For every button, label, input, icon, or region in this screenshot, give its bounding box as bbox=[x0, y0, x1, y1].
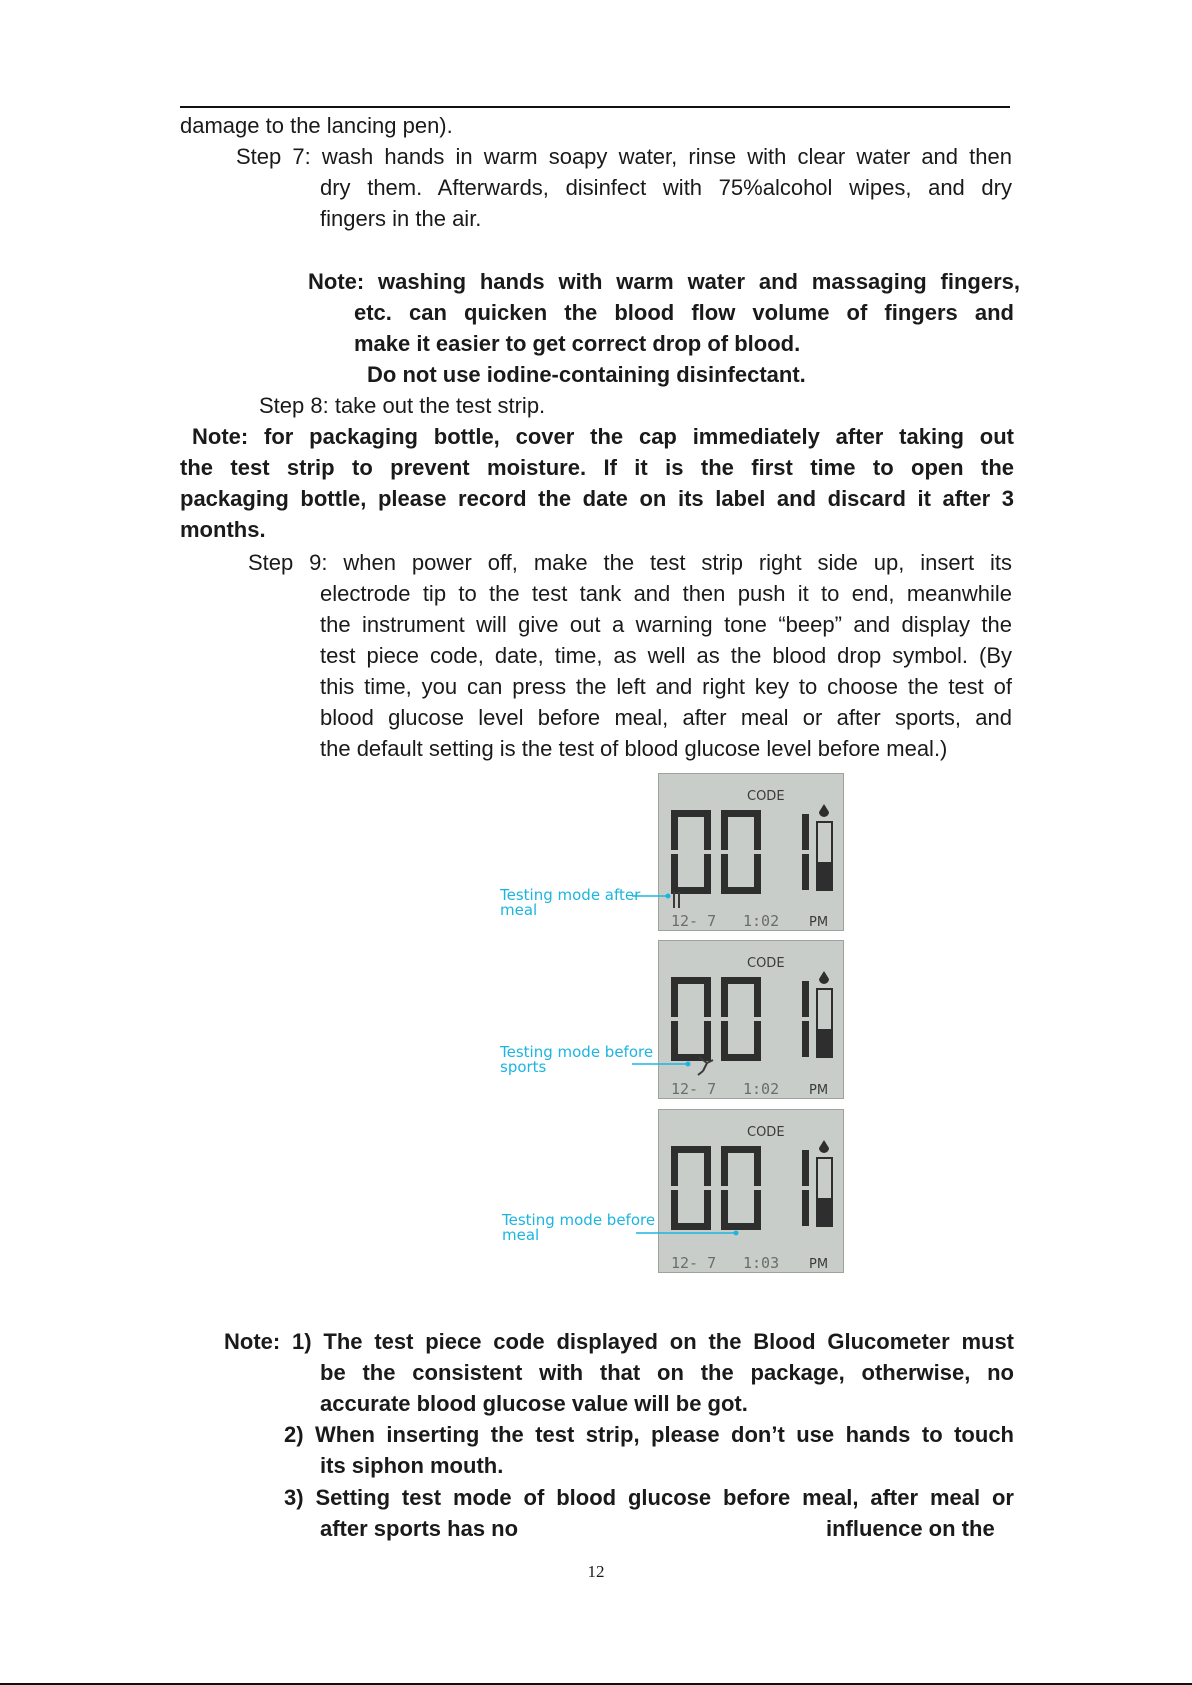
blood-drop-icon bbox=[819, 1140, 829, 1153]
lcd-date: 12- 7 bbox=[671, 1080, 717, 1098]
code-digits bbox=[671, 1146, 809, 1230]
lcd-time: 1:02 bbox=[743, 912, 780, 930]
step7-line1: Step 7: wash hands in warm soapy water, rinse with clear water and then bbox=[236, 144, 1012, 169]
note3-item1-line1: Note: 1) The test piece code displayed on the Blood Glucometer must bbox=[224, 1329, 1014, 1354]
step9-line2: electrode tip to the test tank and then push it to end, meanwhile bbox=[320, 581, 1012, 606]
note1-line1: Note: washing hands with warm water and massaging fingers, bbox=[308, 269, 1020, 294]
note1-line3: make it easier to get correct drop of blood. bbox=[354, 331, 801, 356]
fork-knife-icon bbox=[673, 892, 680, 908]
lcd-panel-after-meal bbox=[658, 773, 844, 931]
note2-line2: the test strip to prevent moisture. If it is the first time to open the bbox=[180, 455, 1014, 480]
note1-line2: etc. can quicken the blood flow volume of fingers and bbox=[354, 300, 1014, 325]
lcd-ampm: PM bbox=[809, 1083, 829, 1098]
code-digits bbox=[671, 810, 809, 894]
step9-line1: Step 9: when power off, make the test strip right side up, insert its bbox=[248, 550, 1012, 575]
step9-line7: the default setting is the test of blood glucose level before meal.) bbox=[320, 736, 948, 761]
callout-leader-3 bbox=[636, 1227, 740, 1239]
lcd-ampm: PM bbox=[809, 915, 829, 930]
note3-item2-line1: 2) When inserting the test strip, please don’t use hands to touch bbox=[284, 1422, 1014, 1447]
lcd-date: 12- 7 bbox=[671, 1254, 717, 1272]
lcd-ampm: PM bbox=[809, 1257, 829, 1272]
strip-icon bbox=[817, 1140, 832, 1226]
continued-line: damage to the lancing pen). bbox=[180, 113, 453, 138]
note2-line4: months. bbox=[180, 517, 266, 542]
lcd-display bbox=[659, 1110, 843, 1272]
callout-leader-2 bbox=[632, 1058, 692, 1070]
note3-item2-line2: its siphon mouth. bbox=[320, 1453, 504, 1478]
note3-item1-line3: accurate blood glucose value will be got. bbox=[320, 1391, 748, 1416]
lcd-display bbox=[659, 774, 843, 930]
note3-item3-line2b: influence on the bbox=[826, 1516, 995, 1541]
note2-line1: Note: for packaging bottle, cover the cap immediately after taking out bbox=[192, 424, 1014, 449]
lcd-time: 1:02 bbox=[743, 1080, 780, 1098]
note2-line3: packaging bottle, please record the date on its label and discard it after 3 bbox=[180, 486, 1014, 511]
lcd-date: 12- 7 bbox=[671, 912, 717, 930]
note3-item3-line1: 3) Setting test mode of blood glucose before meal, after meal or bbox=[284, 1485, 1014, 1510]
step9-line5: this time, you can press the left and right key to choose the test of bbox=[320, 674, 1012, 699]
lcd-display bbox=[659, 941, 843, 1098]
code-label: CODE bbox=[747, 1125, 785, 1140]
callout-leader-1 bbox=[632, 890, 672, 902]
page-number: 12 bbox=[587, 1562, 605, 1581]
callout-after-meal-line1: Testing mode after bbox=[500, 886, 641, 904]
code-digits bbox=[671, 977, 809, 1061]
callout-before-meal-line1: Testing mode before bbox=[502, 1211, 656, 1229]
note3-item1-line2: be the consistent with that on the package, otherwise, no bbox=[320, 1360, 1014, 1385]
strip-icon bbox=[817, 804, 832, 890]
callout-after-meal-line2: meal bbox=[500, 901, 538, 919]
lcd-panel-before-sports bbox=[658, 940, 844, 1099]
strip-icon bbox=[817, 971, 832, 1057]
step9-line4: test piece code, date, time, as well as the blood drop symbol. (By bbox=[320, 643, 1012, 668]
step8: Step 8: take out the test strip. bbox=[259, 393, 546, 418]
code-label: CODE bbox=[747, 789, 785, 804]
step9-line6: blood glucose level before meal, after meal or after sports, and bbox=[320, 705, 1012, 730]
note1-warning: Do not use iodine-containing disinfectant. bbox=[367, 362, 806, 387]
step7-line2: dry them. Afterwards, disinfect with 75%alcohol wipes, and dry bbox=[320, 175, 1012, 200]
callout-before-sports-line2: sports bbox=[500, 1058, 547, 1076]
callout-before-meal-line2: meal bbox=[502, 1226, 540, 1244]
code-label: CODE bbox=[747, 956, 785, 971]
blood-drop-icon bbox=[819, 971, 829, 984]
lcd-time: 1:03 bbox=[743, 1254, 780, 1272]
step9-line3: the instrument will give out a warning tone “beep” and display the bbox=[320, 612, 1012, 637]
step7-line3: fingers in the air. bbox=[320, 206, 482, 231]
lcd-panel-before-meal bbox=[658, 1109, 844, 1273]
header-rule bbox=[180, 106, 1010, 108]
callout-before-sports-line1: Testing mode before bbox=[500, 1043, 654, 1061]
blood-drop-icon bbox=[819, 804, 829, 817]
note3-item3-line2a: after sports has no bbox=[320, 1516, 519, 1541]
